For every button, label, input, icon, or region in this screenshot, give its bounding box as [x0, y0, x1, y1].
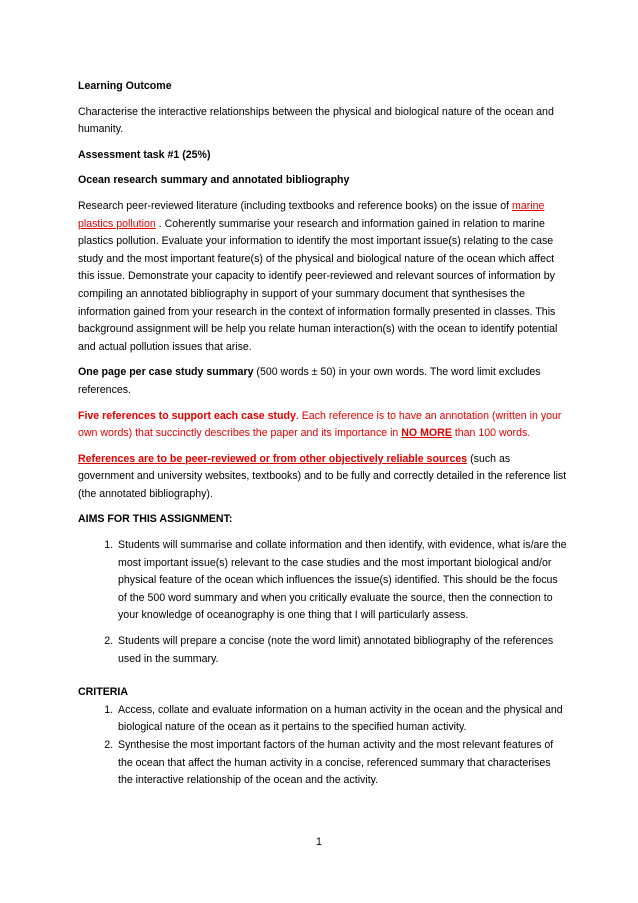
criteria-item-1: 1. Access, collate and evaluate information on a human activity in the ocean and the physical and biological nature of the ocean as it pertains to the specified human activity.: [116, 702, 568, 737]
assessment-task-title: Assessment task #1 (25%): [78, 148, 211, 161]
no-more-emphasis: NO MORE: [401, 427, 452, 440]
criteria-heading: CRITERIA: [78, 686, 129, 699]
references-paragraph: [78, 408, 568, 443]
peer-review-paragraph: [78, 451, 568, 504]
section-spacer: [78, 676, 568, 684]
criteria-item-2: 2. Synthesise the most important factors of the human activity and the most relevant features of the ocean that affect the human activity in a concise, referenced summary that characterises the interactive relationship of the ocean and the activity.: [116, 737, 568, 790]
summary-paragraph: [78, 364, 568, 399]
learning-outcome-heading: Learning Outcome: [78, 80, 172, 92]
research-text-1: Research peer-reviewed literature (including textbooks and reference books) on the issue of: [78, 199, 512, 212]
criteria-list: [78, 702, 568, 790]
aims-heading: AIMS FOR THIS ASSIGNMENT:: [78, 513, 233, 526]
aims-list: [78, 537, 568, 668]
aims-item-2: 2. Students will prepare a concise (note the word limit) annotated bibliography of the references used in the summary.: [116, 633, 568, 668]
references-mid: . Each reference is to have an annotation (written in your own words) that succinctly describes the paper and its importance in: [78, 409, 562, 440]
document-body: [78, 78, 568, 798]
research-text-2: . Coherently summarise your research and information gained in relation to marine plastics pollution. Evaluate your information to identify the most important issue(s) relating to the case study and the most important feature(s) of the physical and biological nature of the ocean which affect this issue. Demonstrate your capacity to identify peer-reviewed and relevant sources of information by compiling an annotated bibliography in support of your summary document that synthesises the information gained from your research in the context of information formally presented in classes. This background assignment will be help you relate human interaction(s) with the ocean to identify potential and actual pollution issues that arise.: [78, 217, 558, 353]
summary-rest: (500 words ± 50) in your own words. The word limit excludes references.: [78, 366, 541, 396]
marine-plastics-link[interactable]: marine plastics pollution: [78, 199, 545, 230]
learning-outcome-text: Characterise the interactive relationships between the physical and biological nature of the ocean and humanity.: [78, 105, 554, 136]
aims-item-1: 1. Students will summarise and collate information and then identify, with evidence, what is/are the most important issue(s) relevant to the case studies and the most important biological and/or physical feature of the ocean which influences the issue(s) identified. This should be the focus of the 500 word summary and when you critically evaluate the source, then the connection to your knowledge of oceanography is one thing that I will particularly assess.: [116, 537, 568, 625]
summary-bold: One page per case study summary: [78, 366, 254, 379]
references-end: than 100 words.: [451, 427, 531, 440]
page-number: 1: [316, 836, 322, 848]
peer-review-rest: (such as government and university websites, textbooks) and to be fully and correctly detailed in the reference list (the annotated bibliography).: [78, 452, 567, 500]
assessment-task-subtitle: Ocean research summary and annotated bibliography: [78, 174, 350, 187]
research-paragraph: [78, 198, 568, 356]
references-bold: Five references to support each case study: [78, 409, 296, 422]
peer-review-emphasis: References are to be peer-reviewed or from other objectively reliable sources: [78, 452, 468, 465]
